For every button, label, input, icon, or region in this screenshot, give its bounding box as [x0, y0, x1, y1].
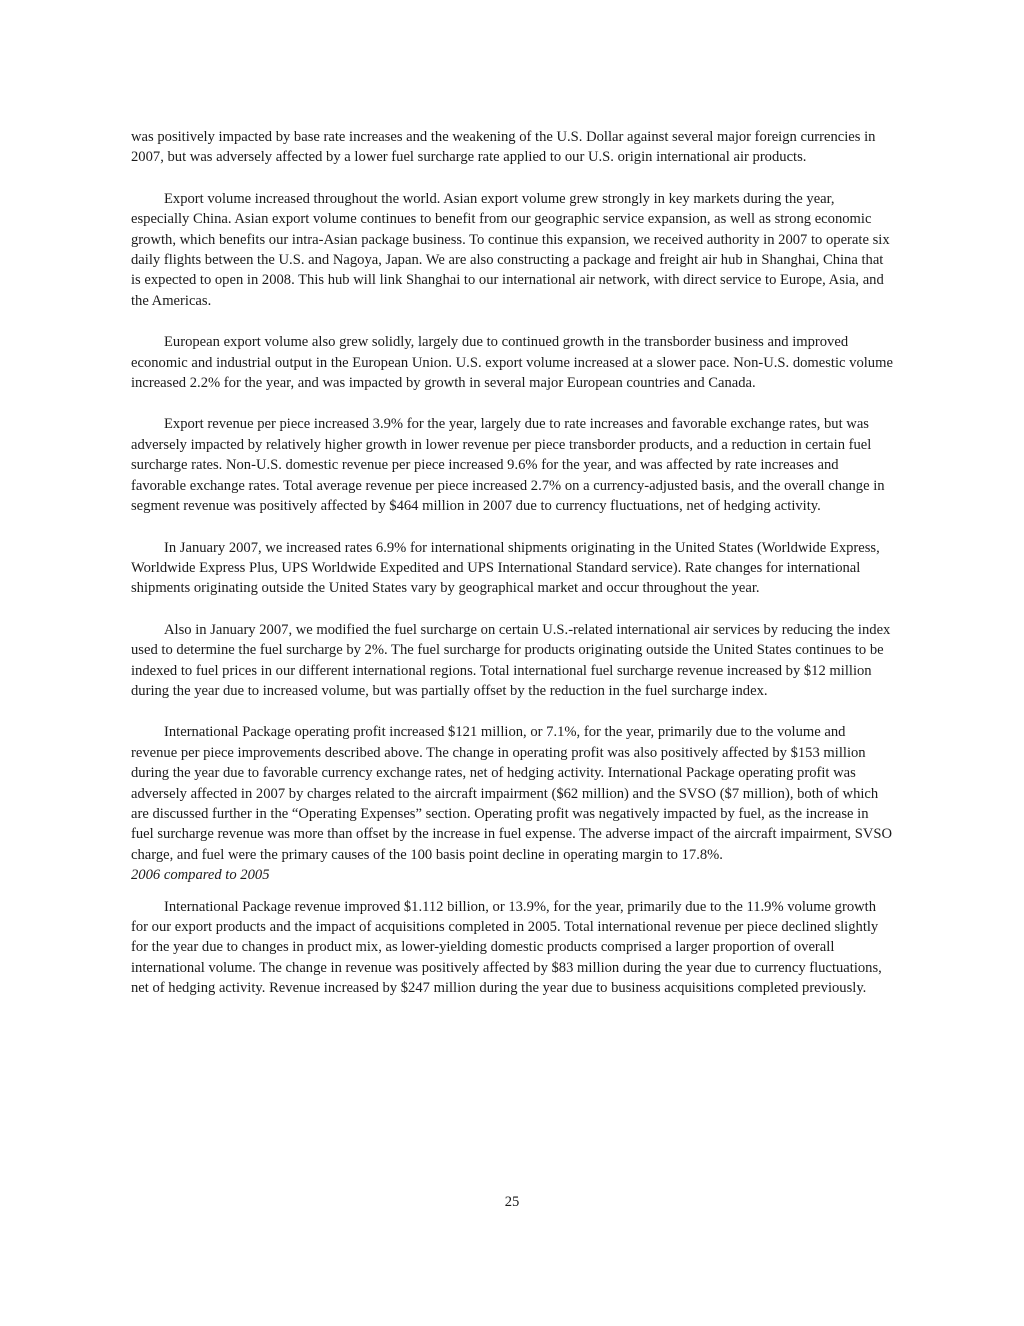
paragraph-continuation: was positively impacted by base rate increases and the weakening of the U.S. Dollar against several major foreign currencies in 2007, but was adversely affected by a lower fuel surcharge rate applied to our U.S. origin international air products. — [131, 129, 876, 166]
paragraph-export-revenue: Export revenue per piece increased 3.9% for the year, largely due to rate increases and favorable exchange rates, but was adversely impacted by relatively higher growth in lower revenue per piece transborder products, and a reduction in certain fuel surcharge rates. Non-U.S. domestic revenue per piece increased 9.6% for the year, and was affected by rate increases and favorable exchange rates. Total average revenue per piece increased 2.7% on a currency-adjusted basis, and the overall change in segment revenue was positively affected by $464 million in 2007 due to currency fluctuations, net of hedging activity. — [131, 416, 885, 515]
paragraph-european-export: European export volume also grew solidly, largely due to continued growth in the transborder business and improved economic and industrial output in the European Union. U.S. export volume increased at a slower pace. Non-U.S. domestic volume increased 2.2% for the year, and was impacted by growth in several major European countries and Canada. — [131, 334, 893, 392]
paragraph-export-volume: Export volume increased throughout the world. Asian export volume grew strongly in key markets during the year, especially China. Asian export volume continues to benefit from our geographic service expansion, as well as strong economic growth, which benefits our intra-Asian package business. To continue this expansion, we received authority in 2007 to operate six daily flights between the U.S. and Nagoya, Japan. We are also constructing a package and freight air hub in Shanghai, China that is expected to open in 2008. This hub will link Shanghai to our international air network, with direct service to Europe, Asia, and the Americas. — [131, 190, 890, 309]
page-number: 25 — [504, 1194, 520, 1210]
paragraph-rate-increase: In January 2007, we increased rates 6.9% for international shipments originating in the United States (Worldwide Express, Worldwide Express Plus, UPS Worldwide Expedited and UPS International Standard service). Rate changes for international shipments originating outside the United States vary by geographical market and occur throughout the year. — [131, 539, 880, 597]
paragraph-fuel-surcharge: Also in January 2007, we modified the fuel surcharge on certain U.S.-related international air services by reducing the index used to determine the fuel surcharge by 2%. The fuel surcharge for products originating outside the United States continues to be indexed to fuel prices in our different international regions. Total international fuel surcharge revenue increased by $12 million during the year due to increased volume, but was partially offset by the reduction in the fuel surcharge index. — [131, 621, 891, 699]
section-subheading: 2006 compared to 2005 — [131, 867, 270, 884]
paragraph-2006-revenue: International Package revenue improved $1.112 billion, or 13.9%, for the year, primarily due to the 11.9% volume growth for our export products and the impact of acquisitions completed in 2005. Total international revenue per piece declined slightly for the year due to changes in product mix, as lower-yielding domestic products comprised a larger proportion of overall international volume. The change in revenue was positively affected by $83 million during the year due to currency fluctuations, net of hedging activity. Revenue increased by $247 million during the year due to business acquisitions completed previously. — [131, 898, 882, 997]
document-body — [131, 127, 893, 999]
paragraph-operating-profit: International Package operating profit increased $121 million, or 7.1%, for the year, primarily due to the volume and revenue per piece improvements described above. The change in operating profit was also positively affected by $153 million during the year due to favorable currency exchange rates, net of hedging activity. International Package operating profit was adversely affected in 2007 by charges related to the aircraft impairment ($62 million) and the SVSO ($7 million), both of which are discussed further in the “Operating Expenses” section. Operating profit was negatively impacted by fuel, as the increase in fuel surcharge revenue was more than offset by the increase in fuel expense. The adverse impact of the aircraft impairment, SVSO charge, and fuel were the primary causes of the 100 basis point decline in operating margin to 17.8%. — [131, 724, 893, 863]
